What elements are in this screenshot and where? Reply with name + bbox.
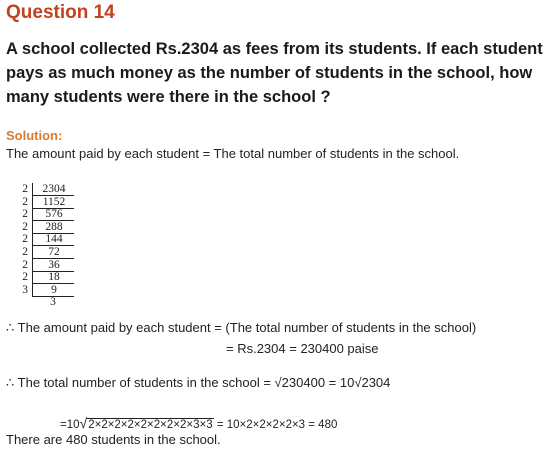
divisor: 2 (22, 233, 28, 246)
dividend: 576 (32, 208, 74, 221)
dividend: 72 (32, 246, 74, 259)
dividend: 288 (32, 221, 74, 234)
divisor: 2 (22, 195, 28, 208)
solution-line-1: The amount paid by each student = The total number of students in the school. (6, 146, 460, 161)
conclusion: There are 480 students in the school. (6, 432, 221, 447)
solution-line-3: = Rs.2304 = 230400 paise (226, 341, 379, 356)
divisor: 2 (22, 245, 28, 258)
sqrt-result: = 10×2×2×2×2×3 = 480 (216, 419, 338, 431)
solution-label: Solution: (6, 128, 63, 143)
dividend: 9 (32, 284, 74, 297)
divisor: 2 (22, 183, 28, 195)
divisor: 3 (22, 283, 28, 296)
question-title: Question 14 (6, 2, 115, 23)
solution-line-4: ∴ The total number of students in the school = √230400 = 10√2304 (6, 375, 391, 390)
dividend: 3 (50, 296, 56, 309)
dividend: 1152 (32, 196, 74, 209)
sqrt-expression (60, 415, 337, 431)
solution-line-2: ∴ The amount paid by each student = (The total number of students in the school) (6, 320, 477, 335)
dividend: 144 (32, 233, 74, 246)
divisor: 2 (22, 271, 28, 284)
sqrt-radicand: 2×2×2×2×2×2×2×2×3×3 (88, 419, 213, 431)
divisor: 2 (22, 220, 28, 233)
question-text: A school collected Rs.2304 as fees from its students. If each student pays as much money as the number of students in the school, how many students were there in the school ? (6, 40, 543, 106)
divisor: 2 (22, 258, 28, 271)
dividend: 2304 (32, 183, 74, 196)
sqrt-prefix: =10 (60, 419, 80, 431)
dividend: 36 (32, 259, 74, 272)
radical-sign-icon: √ (79, 415, 88, 431)
divisor: 2 (22, 208, 28, 221)
dividend: 18 (32, 271, 74, 284)
